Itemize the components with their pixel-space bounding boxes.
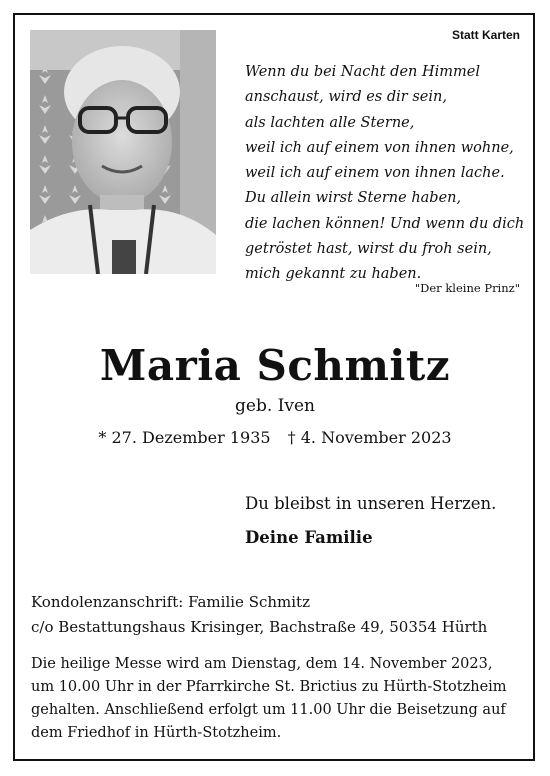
- poem-source: "Der kleine Prinz": [414, 281, 520, 295]
- poem-line: getröstet hast, wirst du froh sein,: [245, 241, 492, 258]
- info-line: gehalten. Anschließend erfolgt um 11.00 Uhr die Beisetzung auf: [31, 702, 506, 718]
- poem-line: Du allein wirst Sterne haben,: [245, 190, 462, 207]
- poem: [245, 60, 525, 288]
- birth-date: * 27. Dezember 1935: [98, 428, 271, 447]
- poem-line: weil ich auf einem von ihnen lache.: [245, 165, 505, 182]
- poem-line: weil ich auf einem von ihnen wohne,: [245, 139, 514, 156]
- info-line: um 10.00 Uhr in der Pfarrkirche St. Brictius zu Hürth-Stotzheim: [31, 679, 507, 695]
- address-line: Kondolenzanschrift: Familie Schmitz: [31, 593, 310, 611]
- maiden-name: geb. Iven: [235, 396, 315, 416]
- info-line: dem Friedhof in Hürth-Stotzheim.: [31, 725, 282, 741]
- signoff: Deine Familie: [245, 528, 373, 547]
- death-date: † 4. November 2023: [287, 428, 452, 447]
- service-info: [31, 653, 522, 745]
- poem-line: mich gekannt zu haben.: [245, 266, 422, 283]
- poem-line: Wenn du bei Nacht den Himmel: [245, 64, 480, 80]
- life-dates: [0, 428, 550, 447]
- deceased-name: Maria Schmitz: [99, 341, 451, 390]
- address-line: c/o Bestattungshaus Krisinger, Bachstraße 49, 50354 Hürth: [31, 618, 488, 636]
- info-line: Die heilige Messe wird am Dienstag, dem 14. November 2023,: [31, 656, 493, 672]
- poem-line: die lachen können! Und wenn du dich: [245, 215, 525, 232]
- statt-karten-label: Statt Karten: [451, 28, 520, 42]
- condolence-address: [31, 590, 487, 640]
- portrait-photo: [30, 30, 216, 274]
- poem-line: als lachten alle Sterne,: [245, 114, 415, 131]
- motto: Du bleibst in unseren Herzen.: [245, 494, 497, 513]
- poem-line: anschaust, wird es dir sein,: [245, 89, 447, 106]
